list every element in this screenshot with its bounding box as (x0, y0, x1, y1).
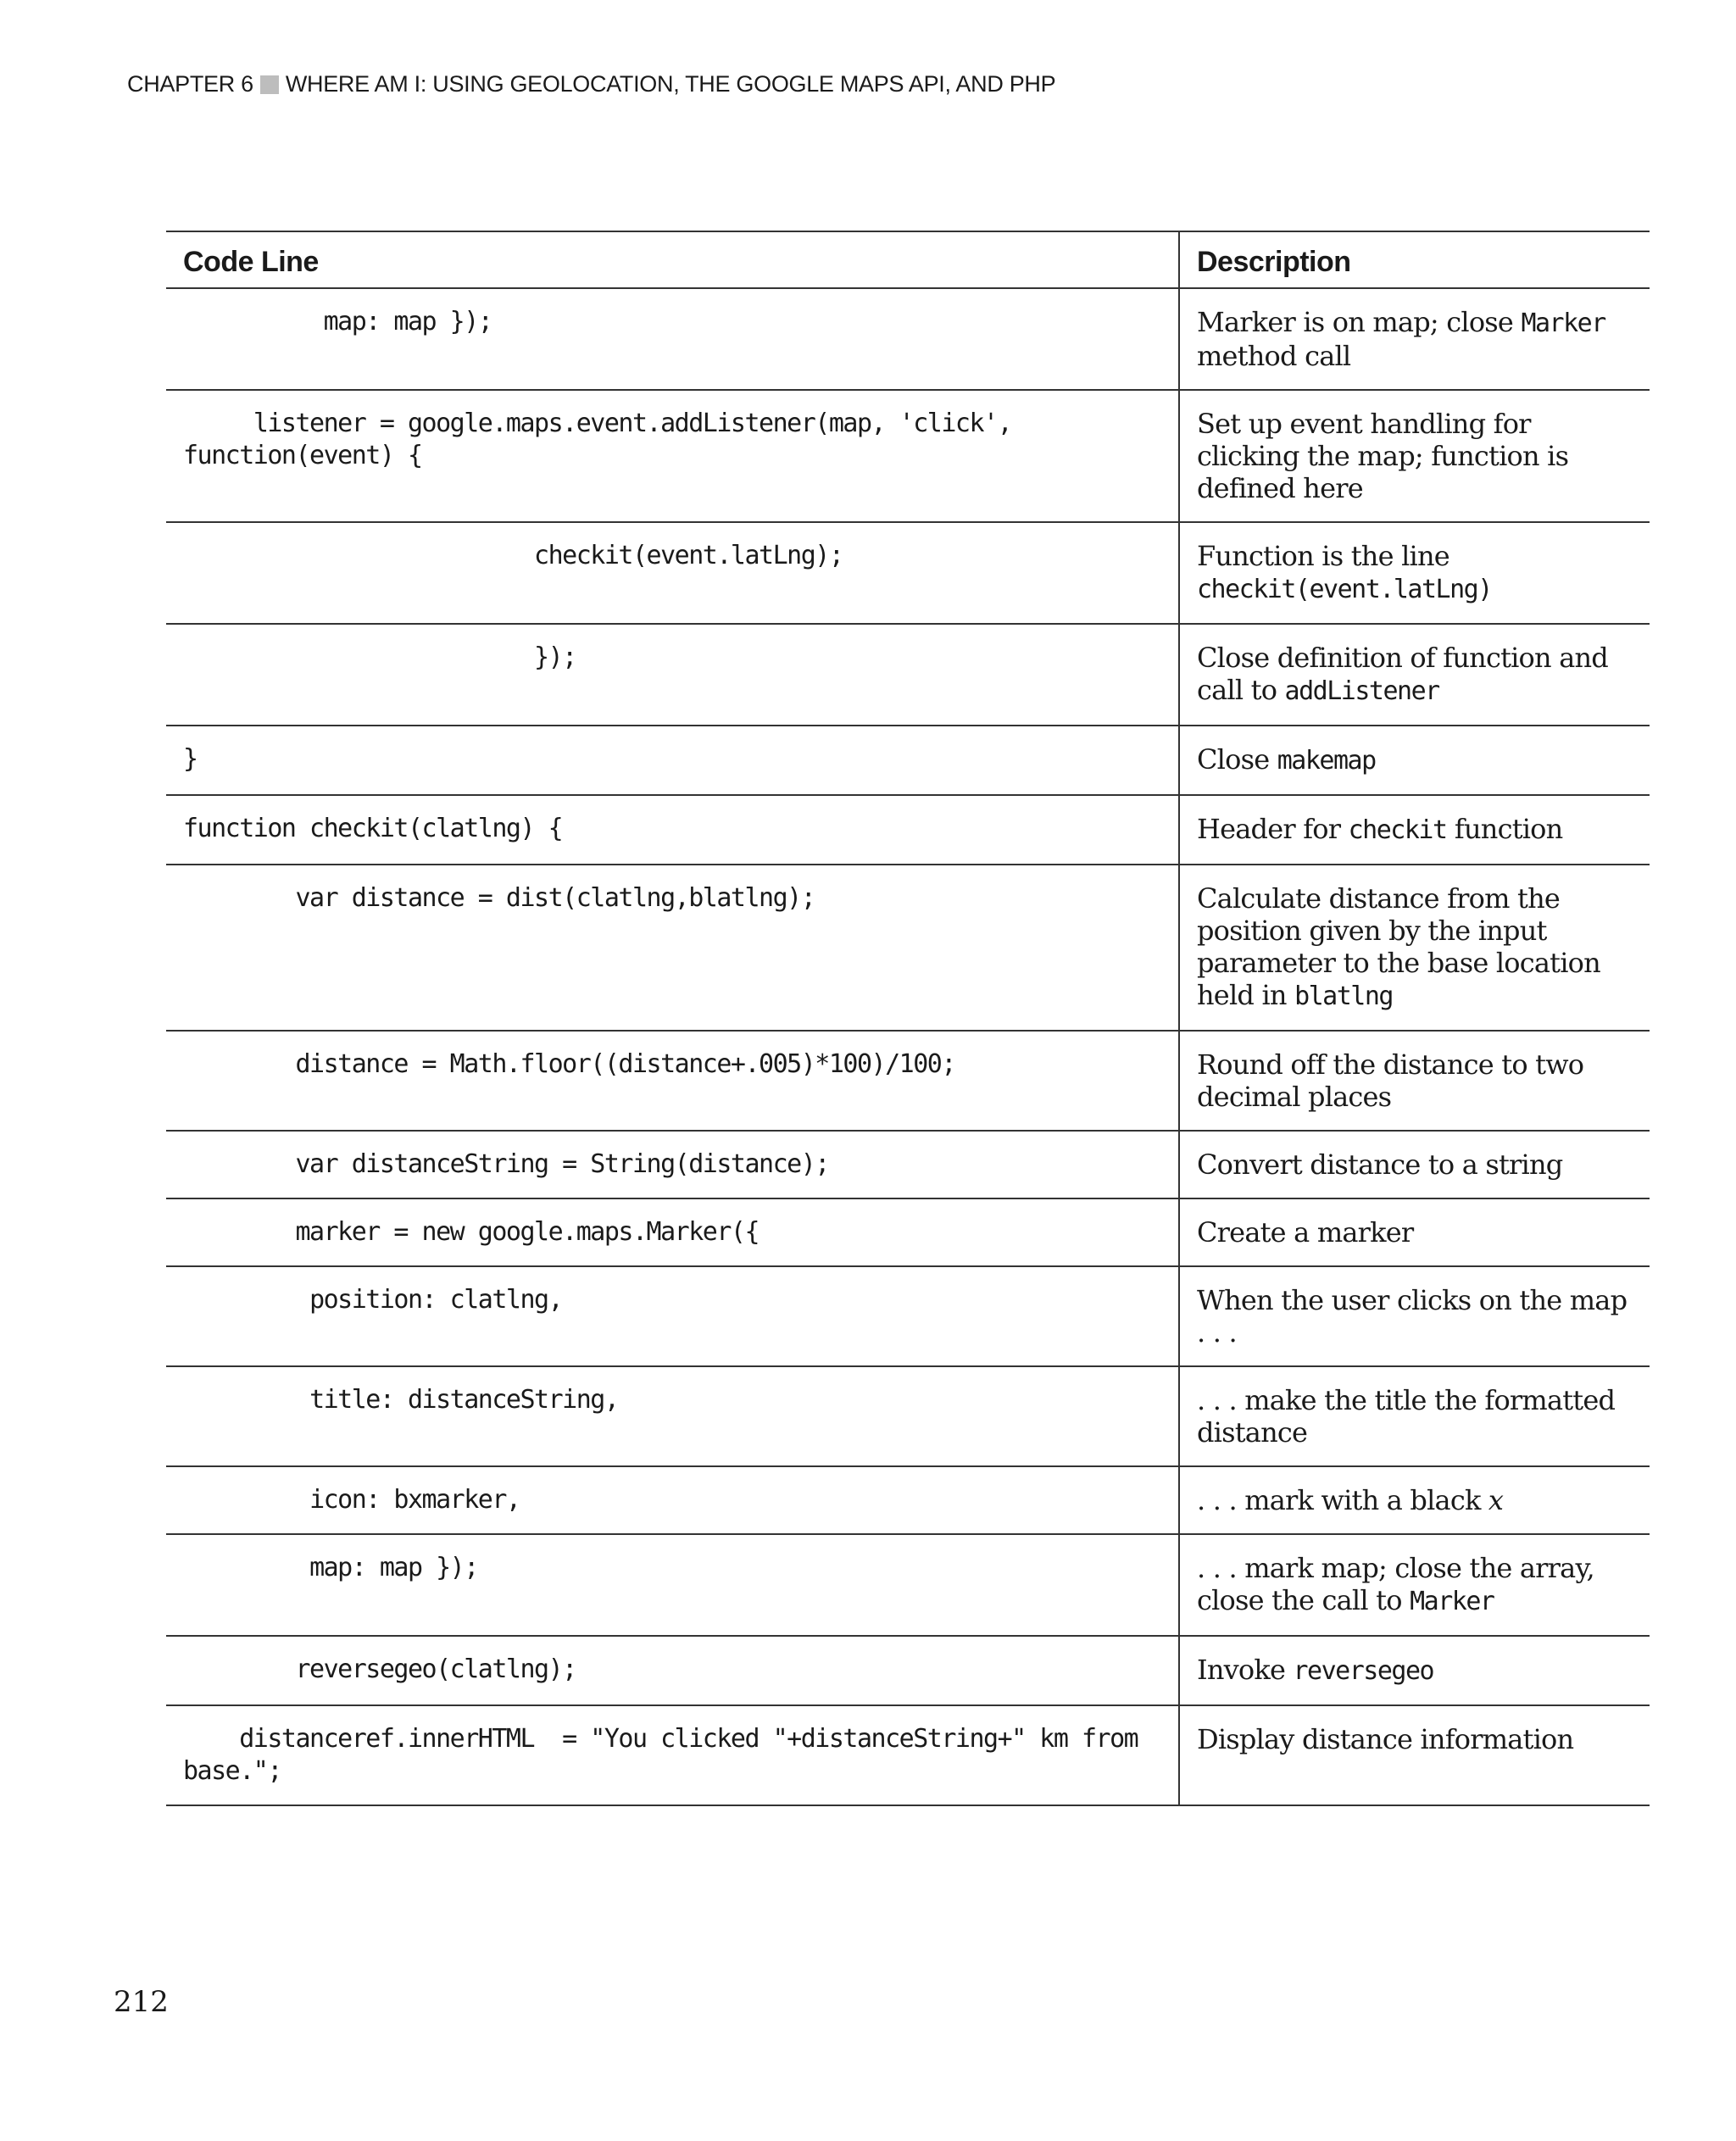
description-cell (1179, 1031, 1650, 1131)
table-row (166, 865, 1650, 1031)
code-line-cell: listener = google.maps.event.addListener(map, 'click', function(event) { (166, 390, 1179, 522)
table-row (166, 1031, 1650, 1131)
description-text: When the user clicks on the map . . . (1197, 1284, 1628, 1349)
code-line-cell: var distance = dist(clatlng,blatlng); (166, 865, 1179, 1031)
table-row (166, 1534, 1650, 1636)
description-cell (1179, 1636, 1650, 1705)
inline-code: checkit(event.latLng) (1197, 575, 1492, 604)
code-line-cell: position: clatlng, (166, 1266, 1179, 1366)
inline-code: reversegeo (1293, 1656, 1434, 1686)
description-text: Set up event handling for clicking the map; function is defined here (1197, 408, 1569, 504)
description-cell (1179, 1131, 1650, 1198)
table-row (166, 1266, 1650, 1366)
inline-code: checkit (1348, 815, 1447, 845)
page-number: 212 (114, 1985, 169, 2019)
table-row (166, 1466, 1650, 1534)
description-cell (1179, 522, 1650, 624)
inline-code: addListener (1284, 676, 1439, 706)
description-text: Invoke (1197, 1654, 1294, 1686)
description-text: Create a marker (1197, 1216, 1414, 1248)
code-line-cell: function checkit(clatlng) { (166, 795, 1179, 865)
table-row (166, 522, 1650, 624)
square-separator-icon (260, 75, 279, 94)
column-header-code-line: Code Line (166, 231, 1179, 288)
inline-code: makemap (1277, 746, 1376, 776)
code-line-cell: distance = Math.floor((distance+.005)*100)/100; (166, 1031, 1179, 1131)
chapter-title: WHERE AM I: USING GEOLOCATION, THE GOOGLE MAPS API, AND PHP (285, 71, 1056, 97)
description-text: . . . mark with a black (1197, 1484, 1488, 1516)
code-line-cell: reversegeo(clatlng); (166, 1636, 1179, 1705)
description-text: Function is the line (1197, 540, 1449, 572)
description-cell (1179, 1266, 1650, 1366)
inline-code: Marker (1521, 309, 1605, 338)
table-row (166, 624, 1650, 726)
description-text: . . . mark map; close the array, close the call to (1197, 1552, 1594, 1616)
description-text: Convert distance to a string (1197, 1148, 1563, 1181)
description-text: Close (1197, 743, 1277, 776)
table-header-row (166, 231, 1650, 288)
code-line-cell: map: map }); (166, 1534, 1179, 1636)
table-row (166, 1705, 1650, 1805)
table-row (166, 795, 1650, 865)
description-cell (1179, 795, 1650, 865)
italic-text: x (1488, 1484, 1504, 1516)
description-text: Calculate distance from the position given by the input parameter to the base location held in (1197, 882, 1600, 1011)
description-cell (1179, 1705, 1650, 1805)
inline-code: blatlng (1294, 982, 1393, 1011)
description-cell (1179, 624, 1650, 726)
description-text: Round off the distance to two decimal places (1197, 1048, 1584, 1113)
inline-code: Marker (1410, 1587, 1494, 1616)
table-row (166, 288, 1650, 390)
code-line-cell: } (166, 726, 1179, 795)
description-cell (1179, 1534, 1650, 1636)
code-line-cell: map: map }); (166, 288, 1179, 390)
code-line-cell: title: distanceString, (166, 1366, 1179, 1466)
table-body (166, 288, 1650, 1805)
table-row (166, 1131, 1650, 1198)
description-text: Marker is on map; close (1197, 306, 1522, 338)
code-line-cell: checkit(event.latLng); (166, 522, 1179, 624)
description-text: . . . make the title the formatted distance (1197, 1384, 1616, 1449)
description-cell (1179, 1466, 1650, 1534)
code-line-cell: marker = new google.maps.Marker({ (166, 1198, 1179, 1266)
description-cell (1179, 865, 1650, 1031)
description-text: Header for (1197, 813, 1349, 845)
code-line-cell: icon: bxmarker, (166, 1466, 1179, 1534)
table-row (166, 726, 1650, 795)
description-cell (1179, 726, 1650, 795)
description-text: Close definition of function and call to (1197, 642, 1608, 706)
chapter-label: CHAPTER 6 (127, 71, 253, 97)
table-row (166, 1366, 1650, 1466)
column-header-description: Description (1179, 231, 1650, 288)
description-cell (1179, 390, 1650, 522)
description-text: Display distance information (1197, 1723, 1574, 1755)
code-line-cell: var distanceString = String(distance); (166, 1131, 1179, 1198)
description-text: method call (1197, 340, 1351, 372)
table-row (166, 1198, 1650, 1266)
description-cell (1179, 1366, 1650, 1466)
table-row (166, 1636, 1650, 1705)
code-line-cell: distanceref.innerHTML = "You clicked "+distanceString+" km from base."; (166, 1705, 1179, 1805)
description-cell (1179, 1198, 1650, 1266)
running-header (127, 71, 1055, 97)
description-text: function (1446, 813, 1563, 845)
code-line-cell: }); (166, 624, 1179, 726)
table-row (166, 390, 1650, 522)
code-description-table (166, 231, 1650, 1806)
description-cell (1179, 288, 1650, 390)
